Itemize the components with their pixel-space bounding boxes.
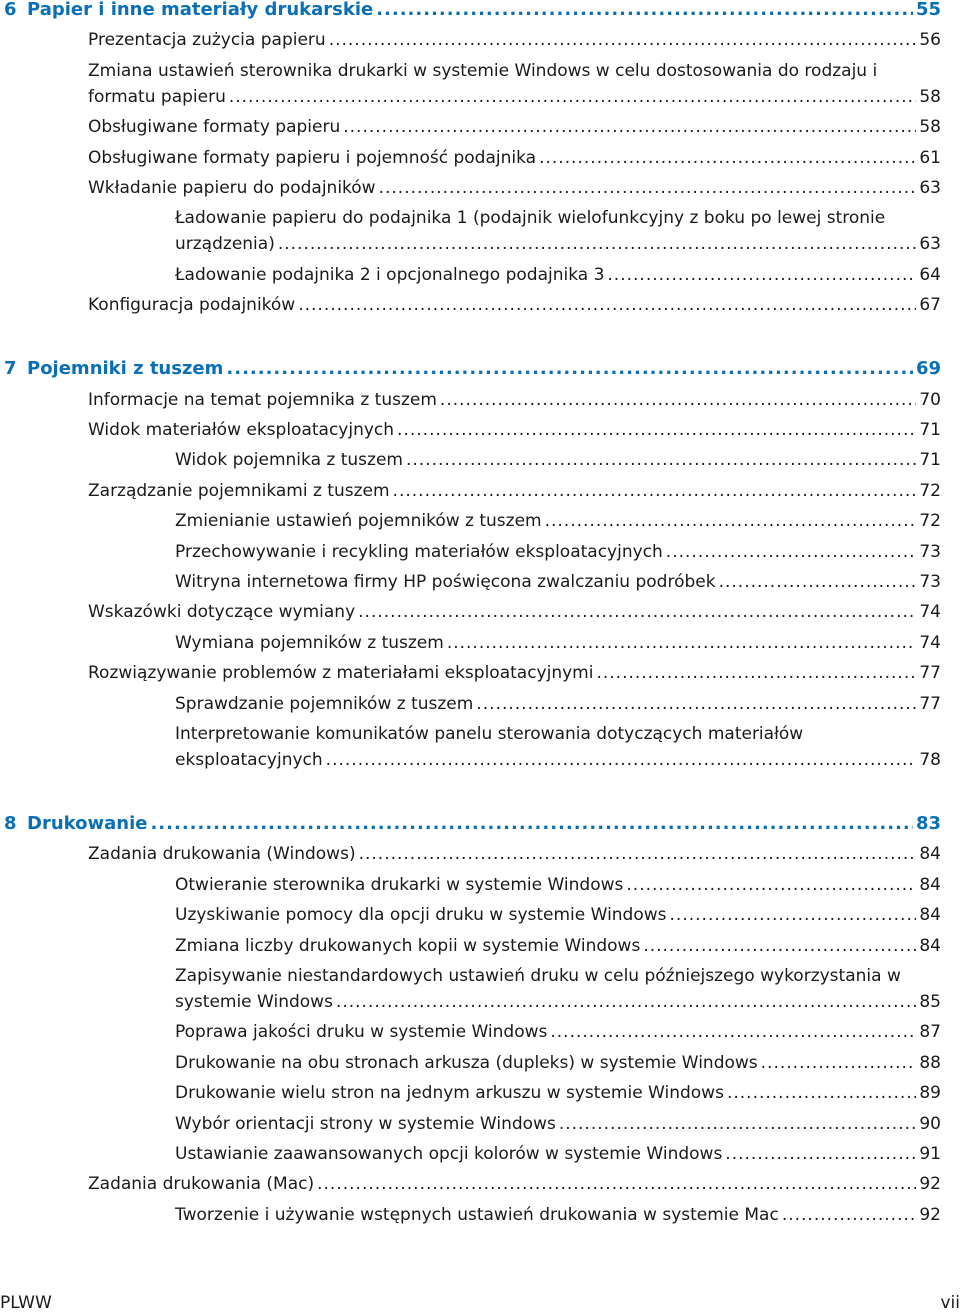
toc-page-number: 72 <box>919 511 941 532</box>
toc-page-number: 92 <box>919 1174 941 1195</box>
toc-entry[interactable] <box>88 292 941 318</box>
toc-entry[interactable] <box>175 630 941 656</box>
toc-page-number: 84 <box>919 905 941 926</box>
toc-entry-title: Sprawdzanie pojemników z tuszem <box>175 693 474 714</box>
toc-entry[interactable] <box>175 262 941 288</box>
dot-leader <box>725 1141 916 1167</box>
toc-entry-title: Obsługiwane formaty papieru i pojemność podajnika <box>88 147 537 168</box>
toc-entry-title: Ustawianie zaawansowanych opcji kolorów w systemie Windows <box>175 1144 723 1164</box>
toc-page-number: 71 <box>919 450 941 471</box>
chapter-number: 7 <box>4 358 17 380</box>
toc-entry[interactable] <box>175 1111 941 1137</box>
toc-entry[interactable] <box>175 1202 941 1228</box>
dot-leader <box>226 356 913 382</box>
toc-entry-text-line1: Interpretowanie komunikatów panelu sterowania dotyczących materiałów <box>175 724 804 744</box>
chapter-heading <box>4 811 150 837</box>
dot-leader <box>336 989 916 1015</box>
toc-entry[interactable] <box>88 175 941 201</box>
toc-entry[interactable] <box>175 1050 941 1076</box>
toc-entry[interactable] <box>175 508 941 534</box>
toc-entry-text-line1: Ładowanie papieru do podajnika 1 (podajnik wielofunkcyjny z boku po lewej stronie <box>175 208 886 229</box>
dot-leader <box>550 1019 916 1045</box>
toc-entry-title: Przechowywanie i recykling materiałów eksploatacyjnych <box>175 541 663 562</box>
toc-chapter-entry[interactable] <box>4 0 941 23</box>
toc-entry-title: Widok pojemnika z tuszem <box>175 450 403 471</box>
footer-page-number: vii <box>940 1293 960 1313</box>
dot-leader <box>317 1171 916 1197</box>
toc-entry[interactable] <box>88 387 941 413</box>
toc-page-number: 92 <box>919 1204 941 1225</box>
dot-leader <box>358 599 916 625</box>
toc-entry-title: Uzyskiwanie pomocy dla opcji druku w systemie Windows <box>175 905 667 926</box>
toc-entry-title: Drukowanie wielu stron na jednym arkuszu w systemie Windows <box>175 1083 724 1104</box>
toc-entry-title: Zmienianie ustawień pojemników z tuszem <box>175 511 542 532</box>
toc-page-number: 63 <box>919 234 941 255</box>
toc-entry-title: Prezentacja zużycia papieru <box>88 30 326 51</box>
toc-page-number: 85 <box>919 992 941 1012</box>
toc-entry-title: Obsługiwane formaty papieru <box>88 117 341 138</box>
dot-leader <box>447 630 917 656</box>
dot-leader <box>150 811 912 837</box>
toc-entry[interactable] <box>88 1171 941 1197</box>
toc-entry[interactable] <box>175 1019 941 1045</box>
toc-page-number: 84 <box>919 844 941 865</box>
dot-leader <box>626 872 916 898</box>
toc-page-number: 58 <box>919 86 941 107</box>
toc-page-number: 83 <box>915 813 941 834</box>
dot-leader <box>539 145 916 171</box>
toc-entry[interactable] <box>88 599 941 625</box>
toc-entry[interactable] <box>88 145 941 171</box>
toc-entry[interactable] <box>175 963 941 1015</box>
toc-entry-text-line1: Zapisywanie niestandardowych ustawień druku w celu późniejszego wykorzystania w <box>175 966 901 986</box>
dot-leader <box>440 387 916 413</box>
toc-entry-title: Konfiguracja podajników <box>88 295 296 316</box>
dot-leader <box>278 231 917 257</box>
toc-entry-title: Informacje na temat pojemnika z tuszem <box>88 389 437 410</box>
toc-page-number: 74 <box>919 602 941 623</box>
toc-entry[interactable] <box>175 872 941 898</box>
toc-entry-title: Wymiana pojemników z tuszem <box>175 632 444 653</box>
toc-entry[interactable] <box>88 417 941 443</box>
toc-page-number: 55 <box>915 0 941 20</box>
toc-entry[interactable] <box>175 902 941 928</box>
toc-entry[interactable] <box>175 1080 941 1106</box>
toc-entry[interactable] <box>88 660 941 686</box>
dot-leader <box>376 0 913 23</box>
dot-leader <box>559 1111 917 1137</box>
toc-page-number: 56 <box>919 30 941 51</box>
toc-page-number: 73 <box>919 541 941 562</box>
toc-entry-title: Poprawa jakości druku w systemie Windows <box>175 1022 548 1043</box>
toc-entry[interactable] <box>175 691 941 717</box>
toc-entry-title: Zmiana liczby drukowanych kopii w systemie Windows <box>175 935 641 956</box>
dot-leader <box>607 262 916 288</box>
toc-page-number: 69 <box>915 358 941 380</box>
chapter-title: Papier i inne materiały drukarskie <box>27 0 374 20</box>
toc-page-number: 90 <box>919 1113 941 1134</box>
toc-page-number: 88 <box>919 1052 941 1073</box>
toc-entry-title: Zadania drukowania (Mac) <box>88 1174 315 1195</box>
toc-page-number: 84 <box>919 874 941 895</box>
toc-entry-title: Wkładanie papieru do podajników <box>88 178 376 198</box>
toc-entry[interactable] <box>88 478 941 504</box>
toc-entry[interactable] <box>175 933 941 959</box>
toc-page-number: 71 <box>919 420 941 440</box>
toc-entry-text-line1: Zmiana ustawień sterownika drukarki w systemie Windows w celu dostosowania do rodzaju i <box>88 60 878 81</box>
dot-leader <box>666 539 917 565</box>
dot-leader <box>761 1050 917 1076</box>
toc-entry-title: Drukowanie na obu stronach arkusza (dupleks) w systemie Windows <box>175 1052 758 1073</box>
toc-entry-title: eksploatacyjnych <box>175 750 323 770</box>
toc-entry-title: Wybór orientacji strony w systemie Windows <box>175 1113 556 1134</box>
dot-leader <box>326 747 917 773</box>
dot-leader <box>670 902 917 928</box>
dot-leader <box>406 447 916 473</box>
toc-entry[interactable] <box>175 569 941 595</box>
toc-entry[interactable] <box>88 27 941 53</box>
chapter-title: Pojemniki z tuszem <box>27 358 224 380</box>
toc-page-number: 89 <box>919 1083 941 1104</box>
dot-leader <box>229 84 917 110</box>
toc-page-number: 84 <box>919 935 941 956</box>
toc-page-number: 91 <box>919 1144 941 1164</box>
dot-leader <box>343 114 916 140</box>
toc-entry[interactable] <box>88 58 941 110</box>
toc-page-number: 58 <box>919 117 941 138</box>
toc-entry-title: urządzenia) <box>175 234 275 255</box>
toc-page-number: 73 <box>919 572 941 592</box>
toc-entry-title: Wskazówki dotyczące wymiany <box>88 602 356 623</box>
dot-leader <box>643 933 916 959</box>
toc-page-number: 77 <box>919 663 941 684</box>
toc-entry[interactable] <box>88 841 941 867</box>
dot-leader <box>379 175 917 201</box>
toc-entry-title: systemie Windows <box>175 992 333 1012</box>
dot-leader <box>727 1080 916 1106</box>
toc-entry[interactable] <box>175 1141 941 1167</box>
toc-page-number: 70 <box>919 389 941 410</box>
dot-leader <box>545 508 917 534</box>
dot-leader <box>596 660 916 686</box>
dot-leader <box>476 691 916 717</box>
toc-entry-title: Ładowanie podajnika 2 i opcjonalnego podajnika 3 <box>175 264 605 285</box>
toc-entry[interactable] <box>88 114 941 140</box>
toc-page-number: 87 <box>919 1022 941 1043</box>
toc-entry[interactable] <box>175 721 941 773</box>
toc-page-number: 74 <box>919 632 941 653</box>
dot-leader <box>298 292 916 318</box>
toc-entry-title: formatu papieru <box>88 86 226 107</box>
dot-leader <box>329 27 917 53</box>
footer-left: PLWW <box>0 1293 52 1313</box>
toc-page-number: 77 <box>919 693 941 714</box>
chapter-heading <box>4 0 376 23</box>
toc-page-number: 64 <box>919 264 941 285</box>
toc-entry-title: Otwieranie sterownika drukarki w systemie Windows <box>175 874 624 895</box>
toc-entry-title: Witryna internetowa firmy HP poświęcona zwalczaniu podróbek <box>175 572 716 592</box>
chapter-title: Drukowanie <box>27 813 148 834</box>
toc-entry-title: Zadania drukowania (Windows) <box>88 844 356 865</box>
toc-page-number: 63 <box>919 178 941 198</box>
toc-entry[interactable] <box>175 539 941 565</box>
dot-leader <box>359 841 917 867</box>
toc-page-number: 78 <box>919 750 941 770</box>
chapter-number: 6 <box>4 0 17 20</box>
toc-page-number: 67 <box>919 295 941 316</box>
toc-entry-title: Rozwiązywanie problemów z materiałami eksploatacyjnymi <box>88 663 594 684</box>
toc-page-number: 72 <box>919 480 941 501</box>
chapter-number: 8 <box>4 813 17 834</box>
dot-leader <box>719 569 917 595</box>
toc-entry[interactable] <box>175 205 941 257</box>
toc-entry-title: Widok materiałów eksploatacyjnych <box>88 420 395 440</box>
dot-leader <box>397 417 916 443</box>
toc-entry-title: Tworzenie i używanie wstępnych ustawień drukowania w systemie Mac <box>175 1204 779 1225</box>
dot-leader <box>782 1202 917 1228</box>
toc-chapter-entry[interactable] <box>4 356 941 382</box>
toc-entry[interactable] <box>175 447 941 473</box>
chapter-heading <box>4 356 226 382</box>
toc-page-number: 61 <box>919 147 941 168</box>
toc-entry-title: Zarządzanie pojemnikami z tuszem <box>88 480 390 501</box>
toc-chapter-entry[interactable] <box>4 811 941 837</box>
dot-leader <box>393 478 917 504</box>
